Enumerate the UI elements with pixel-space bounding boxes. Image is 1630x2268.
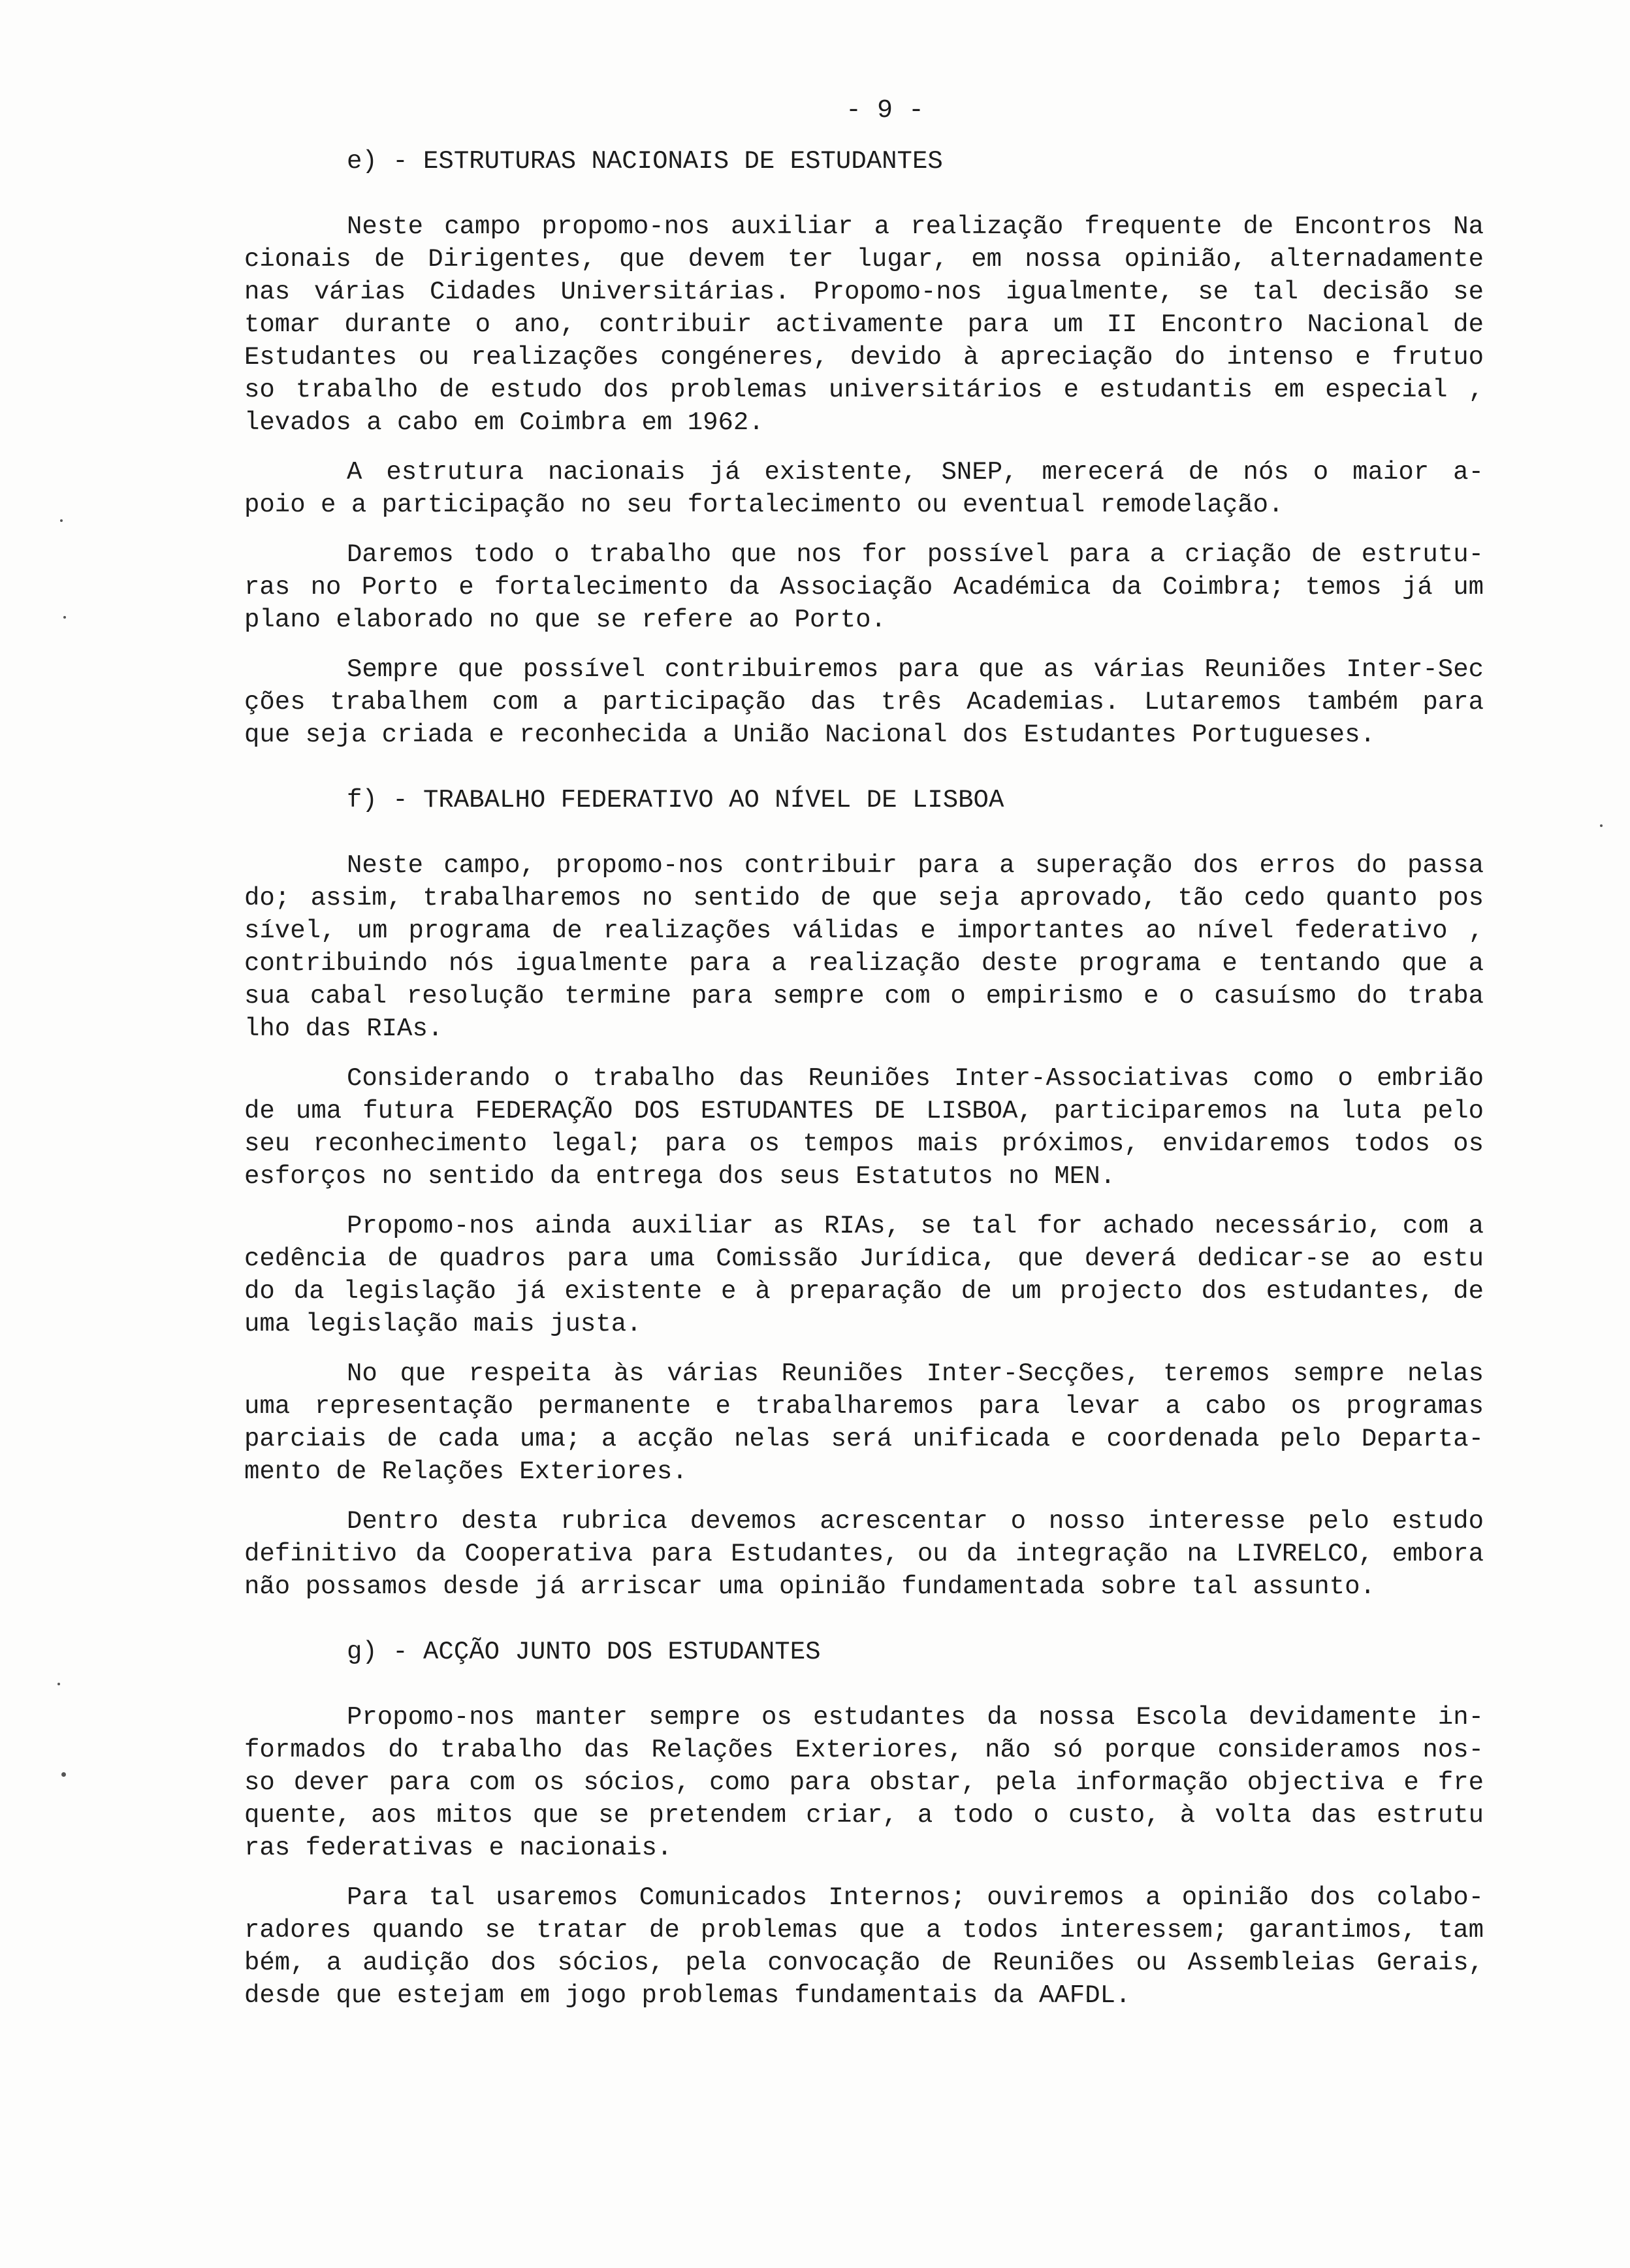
- paragraph-e-2: [244, 456, 1484, 521]
- paragraph-e-1: [244, 210, 1484, 439]
- text-line: desde que estejam em jogo problemas fundamentais da AAFDL.: [244, 1981, 1131, 2010]
- text-line: Neste campo propomo-nos auxiliar a realização frequente de Encontros Na: [347, 212, 1484, 241]
- text-line: uma legislação mais justa.: [244, 1310, 642, 1338]
- text-line: ções trabalhem com a participação das três Academias. Lutaremos também para: [244, 688, 1484, 717]
- text-line: Dentro desta rubrica devemos acrescentar o nosso interesse pelo estudo: [347, 1507, 1484, 1536]
- page-body: [244, 145, 1484, 2012]
- scan-speck: [57, 1683, 60, 1685]
- scan-speck: [60, 519, 63, 522]
- text-line: levados a cabo em Coimbra em 1962.: [244, 408, 764, 437]
- text-line: cionais de Dirigentes, que devem ter lugar, em nossa opinião, alternadamente: [244, 245, 1484, 274]
- text-line: Propomo-nos manter sempre os estudantes da nossa Escola devidamente in-: [347, 1703, 1484, 1732]
- text-line: ras federativas e nacionais.: [244, 1834, 673, 1862]
- paragraph-f-1: [244, 849, 1484, 1045]
- text-line: do; assim, trabalharemos no sentido de que seja aprovado, tão cedo quanto pos: [244, 884, 1484, 913]
- paragraph-g-1: [244, 1701, 1484, 1864]
- paragraph-f-5: [244, 1505, 1484, 1603]
- text-line: sua cabal resolução termine para sempre com o empirismo e o casuísmo do traba: [244, 982, 1484, 1011]
- text-line: Propomo-nos ainda auxiliar as RIAs, se tal for achado necessário, com a: [347, 1212, 1484, 1240]
- text-line: A estrutura nacionais já existente, SNEP, merecerá de nós o maior a-: [347, 458, 1484, 487]
- text-line: radores quando se tratar de problemas que a todos interessem; garantimos, tam: [244, 1916, 1484, 1945]
- section-heading-f: f) - TRABALHO FEDERATIVO AO NÍVEL DE LISBOA: [347, 786, 1004, 815]
- section-heading-e: e) - ESTRUTURAS NACIONAIS DE ESTUDANTES: [347, 147, 943, 176]
- text-line: Neste campo, propomo-nos contribuir para a superação dos erros do passa: [347, 851, 1484, 880]
- paragraph-g-2: [244, 1881, 1484, 2012]
- text-line: não possamos desde já arriscar uma opinião fundamentada sobre tal assunto.: [244, 1572, 1375, 1601]
- text-line: sível, um programa de realizações válidas e importantes ao nível federativo ,: [244, 916, 1484, 945]
- text-line: esforços no sentido da entrega dos seus Estatutos no MEN.: [244, 1162, 1116, 1191]
- text-line: bém, a audição dos sócios, pela convocação de Reuniões ou Assembleias Gerais,: [244, 1949, 1484, 1977]
- section-heading-g: g) - ACÇÃO JUNTO DOS ESTUDANTES: [347, 1638, 821, 1666]
- text-line: cedência de quadros para uma Comissão Jurídica, que deverá dedicar-se ao estu: [244, 1244, 1484, 1273]
- text-line: quente, aos mitos que se pretendem criar, a todo o custo, à volta das estrutu: [244, 1801, 1484, 1830]
- paragraph-e-4: [244, 653, 1484, 751]
- text-line: Considerando o trabalho das Reuniões Inter-Associativas como o embrião: [347, 1064, 1484, 1093]
- text-line: plano elaborado no que se refere ao Porto.: [244, 606, 886, 634]
- scan-speck: [1600, 824, 1603, 827]
- text-line: ras no Porto e fortalecimento da Associação Académica da Coimbra; temos já um: [244, 573, 1484, 602]
- paragraph-f-4: [244, 1357, 1484, 1488]
- text-line: nas várias Cidades Universitárias. Propomo-nos igualmente, se tal decisão se: [244, 278, 1484, 306]
- paragraph-f-3: [244, 1210, 1484, 1340]
- text-line: formados do trabalho das Relações Exteriores, não só porque consideramos nos-: [244, 1736, 1484, 1764]
- text-line: No que respeita às várias Reuniões Inter-Secções, teremos sempre nelas: [347, 1359, 1484, 1388]
- text-line: tomar durante o ano, contribuir activamente para um II Encontro Nacional de: [244, 310, 1484, 339]
- scan-speck: [61, 1772, 66, 1777]
- paragraph-f-2: [244, 1062, 1484, 1193]
- text-line: de uma futura FEDERAÇÃO DOS ESTUDANTES DE LISBOA, participaremos na luta pelo: [244, 1097, 1484, 1126]
- text-line: definitivo da Cooperativa para Estudantes, ou da integração na LIVRELCO, embora: [244, 1540, 1484, 1568]
- scan-speck: [63, 616, 66, 619]
- text-line: Estudantes ou realizações congéneres, devido à apreciação do intenso e frutuo: [244, 343, 1484, 372]
- page-number: - 9 -: [846, 96, 925, 125]
- paragraph-e-3: [244, 538, 1484, 636]
- text-line: Sempre que possível contribuiremos para que as várias Reuniões Inter-Sec: [347, 655, 1484, 684]
- text-line: que seja criada e reconhecida a União Nacional dos Estudantes Portugueses.: [244, 721, 1375, 749]
- text-line: parciais de cada uma; a acção nelas será unificada e coordenada pelo Departa-: [244, 1425, 1484, 1453]
- text-line: so dever para com os sócios, como para obstar, pela informação objectiva e fre: [244, 1768, 1484, 1797]
- text-line: Para tal usaremos Comunicados Internos; ouviremos a opinião dos colabo-: [347, 1883, 1484, 1912]
- text-line: lho das RIAs.: [244, 1014, 443, 1043]
- text-line: contribuindo nós igualmente para a realização deste programa e tentando que a: [244, 949, 1484, 978]
- text-line: Daremos todo o trabalho que nos for possível para a criação de estrutu-: [347, 540, 1484, 569]
- text-line: so trabalho de estudo dos problemas universitários e estudantis em especial ,: [244, 376, 1484, 404]
- text-line: mento de Relações Exteriores.: [244, 1457, 688, 1486]
- text-line: seu reconhecimento legal; para os tempos mais próximos, envidaremos todos os: [244, 1129, 1484, 1158]
- text-line: do da legislação já existente e à preparação de um projecto dos estudantes, de: [244, 1277, 1484, 1306]
- text-line: uma representação permanente e trabalharemos para levar a cabo os programas: [244, 1392, 1484, 1421]
- text-line: poio e a participação no seu fortalecimento ou eventual remodelação.: [244, 491, 1284, 519]
